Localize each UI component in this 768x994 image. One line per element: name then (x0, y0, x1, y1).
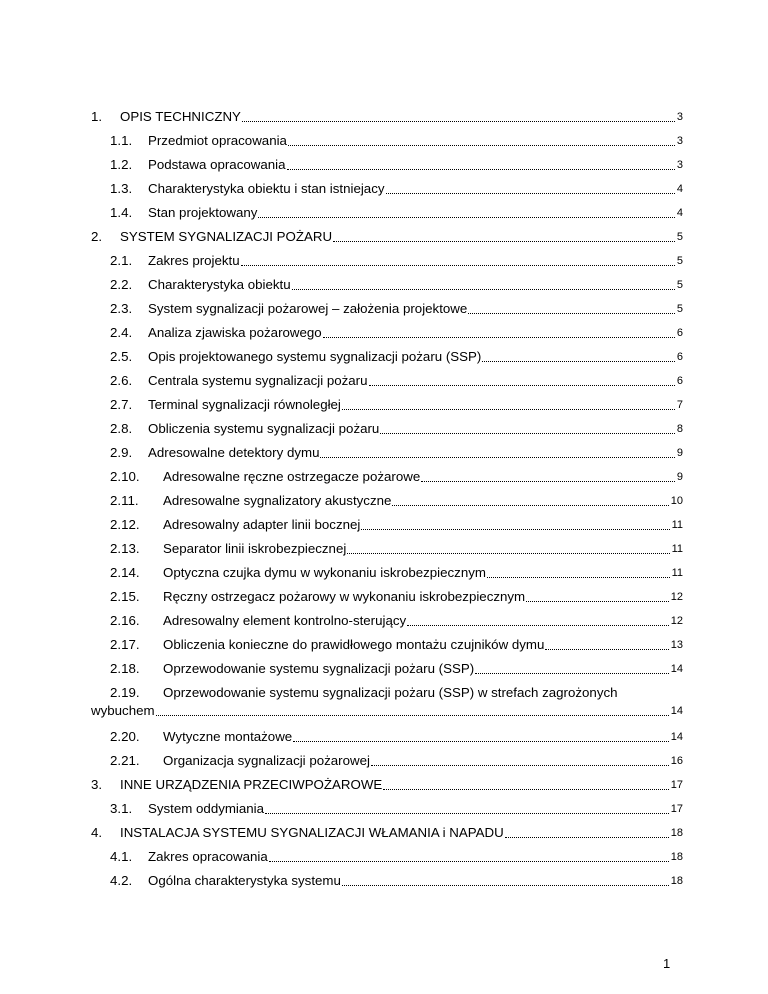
toc-leader-dots (323, 324, 675, 342)
toc-entry-page: 6 (676, 327, 683, 339)
toc-entry-page: 17 (670, 779, 683, 791)
toc-leader-dots (383, 776, 668, 794)
toc-entry-title: Zakres opracowania (148, 849, 268, 864)
toc-leader-dots (392, 492, 668, 510)
toc-entry-title: Separator linii iskrobezpiecznej (163, 541, 347, 556)
toc-entry-title: Organizacja sygnalizacji pożarowej (163, 753, 370, 768)
toc-entry[interactable] (0, 588, 768, 610)
toc-entry[interactable] (0, 468, 768, 490)
toc-entry-title: Wytyczne montażowe (163, 729, 293, 744)
toc-entry-title: Centrala systemu sygnalizacji pożaru (148, 373, 368, 388)
toc-leader-dots (468, 300, 675, 318)
toc-leader-dots (371, 752, 669, 770)
toc-entry-number: 2.17. (110, 637, 140, 652)
toc-entry[interactable] (0, 636, 768, 658)
toc-leader-dots (347, 540, 669, 558)
toc-entry[interactable] (0, 396, 768, 418)
toc-entry[interactable] (0, 612, 768, 634)
toc-entry-title: Przedmiot opracowania (148, 133, 287, 148)
toc-entry[interactable] (0, 752, 768, 774)
toc-entry-number: 2.18. (110, 661, 140, 676)
toc-leader-dots (487, 564, 670, 582)
toc-entry-page: 5 (676, 255, 683, 267)
toc-leader-dots (342, 396, 675, 414)
toc-leader-dots (242, 108, 675, 126)
toc-entry[interactable] (0, 372, 768, 394)
toc-entry[interactable] (0, 492, 768, 514)
toc-entry-title: Zakres projektu (148, 253, 240, 268)
toc-entry[interactable] (0, 564, 768, 586)
toc-entry-page: 6 (676, 375, 683, 387)
toc-leader-dots (288, 132, 675, 150)
toc-entry-title: Podstawa opracowania (148, 157, 286, 172)
toc-leader-dots (287, 156, 675, 174)
toc-entry-number: 4.1. (110, 849, 133, 864)
toc-entry-page: 18 (670, 851, 683, 863)
toc-entry-number: 2.5. (110, 349, 133, 364)
toc-entry-number: 1.3. (110, 181, 133, 196)
toc-entry-title: SYSTEM SYGNALIZACJI POŻARU (120, 229, 333, 244)
toc-entry[interactable] (0, 300, 768, 322)
toc-leader-dots (293, 728, 669, 746)
toc-leader-dots (241, 252, 675, 270)
toc-entry-title: Oprzewodowanie systemu sygnalizacji pożaru (SSP) w strefach zagrożonych (163, 685, 618, 700)
toc-entry-number: 2.3. (110, 301, 133, 316)
toc-entry-number: 2.20. (110, 729, 140, 744)
toc-leader-dots (156, 702, 669, 720)
toc-entry-title: Adresowalne ręczne ostrzegacze pożarowe (163, 469, 421, 484)
toc-entry-title: Terminal sygnalizacji równoległej (148, 397, 341, 412)
toc-entry[interactable] (0, 252, 768, 274)
toc-entry-title: Stan projektowany (148, 205, 258, 220)
toc-entry-title: Obliczenia konieczne do prawidłowego montażu czujników dymu (163, 637, 545, 652)
toc-entry-title: Ręczny ostrzegacz pożarowy w wykonaniu iskrobezpiecznym (163, 589, 526, 604)
toc-leader-dots (526, 588, 669, 606)
toc-entry-page: 17 (670, 803, 683, 815)
toc-entry-number: 1. (91, 109, 103, 124)
toc-entry-number: 2.16. (110, 613, 140, 628)
toc-entry-page: 7 (676, 399, 683, 411)
toc-entry-number: 2.12. (110, 517, 140, 532)
toc-entry-number: 2. (91, 229, 103, 244)
toc-entry-title: OPIS TECHNICZNY (120, 109, 241, 124)
toc-entry-number: 2.8. (110, 421, 133, 436)
toc-entry[interactable] (0, 800, 768, 822)
toc-entry-title: Adresowalny element kontrolno-sterujący (163, 613, 407, 628)
toc-entry-title: Adresowalne sygnalizatory akustyczne (163, 493, 392, 508)
toc-entry-title: System oddymiania (148, 801, 265, 816)
toc-entry-number: 3. (91, 777, 103, 792)
toc-entry-page: 5 (676, 231, 683, 243)
toc-entry-page: 12 (670, 591, 683, 603)
toc-entry[interactable] (0, 728, 768, 750)
toc-entry-page: 3 (676, 159, 683, 171)
toc-entry-page: 18 (670, 875, 683, 887)
toc-entry-title-continuation: wybuchem (91, 703, 155, 718)
toc-entry-number: 2.9. (110, 445, 133, 460)
toc-entry[interactable] (0, 516, 768, 538)
toc-entry-number: 2.2. (110, 277, 133, 292)
toc-entry-page: 11 (671, 543, 683, 555)
toc-leader-dots (482, 348, 675, 366)
toc-entry-number: 4.2. (110, 873, 133, 888)
toc-entry-title: INSTALACJA SYSTEMU SYGNALIZACJI WŁAMANIA i NAPADU (120, 825, 504, 840)
toc-entry[interactable] (0, 228, 768, 250)
toc-entry-page: 9 (676, 471, 683, 483)
toc-leader-dots (505, 824, 669, 842)
toc-entry-page: 5 (676, 303, 683, 315)
toc-entry-page: 14 (670, 731, 683, 743)
toc-entry-number: 2.11. (110, 493, 139, 508)
toc-leader-dots (342, 872, 669, 890)
toc-leader-dots (258, 204, 674, 222)
toc-entry-title: Ogólna charakterystyka systemu (148, 873, 341, 888)
toc-entry-page: 18 (670, 827, 683, 839)
toc-entry[interactable] (0, 108, 768, 130)
toc-entry-title: Adresowalne detektory dymu (148, 445, 320, 460)
toc-leader-dots (380, 420, 675, 438)
toc-entry-page: 8 (676, 423, 683, 435)
toc-entry[interactable] (0, 660, 768, 682)
toc-entry-number: 2.4. (110, 325, 133, 340)
toc-leader-dots (333, 228, 675, 246)
toc-entry[interactable] (0, 848, 768, 870)
toc-entry-number: 1.2. (110, 157, 133, 172)
toc-entry[interactable] (0, 540, 768, 562)
toc-entry-number: 3.1. (110, 801, 133, 816)
toc-entry-number: 2.21. (110, 753, 140, 768)
toc-entry-title: Obliczenia systemu sygnalizacji pożaru (148, 421, 380, 436)
toc-entry-title: Charakterystyka obiektu i stan istniejacy (148, 181, 385, 196)
toc-leader-dots (320, 444, 674, 462)
toc-entry[interactable] (0, 776, 768, 798)
toc-entry-number: 1.4. (110, 205, 133, 220)
toc-entry-page: 9 (676, 447, 683, 459)
toc-leader-dots (269, 848, 669, 866)
toc-entry-number: 2.19. (110, 685, 140, 700)
toc-leader-dots (545, 636, 668, 654)
toc-entry[interactable] (0, 204, 768, 226)
toc-entry-wrapped-continuation[interactable] (0, 702, 768, 724)
toc-entry[interactable] (0, 444, 768, 466)
toc-entry-page: 3 (676, 135, 683, 147)
toc-entry[interactable] (0, 872, 768, 894)
toc-entry-page: 14 (670, 705, 683, 717)
toc-entry-title: Opis projektowanego systemu sygnalizacji pożaru (SSP) (148, 349, 482, 364)
toc-entry-number: 2.7. (110, 397, 133, 412)
toc-entry[interactable] (0, 824, 768, 846)
toc-entry-page: 4 (676, 207, 683, 219)
toc-leader-dots (265, 800, 669, 818)
toc-leader-dots (292, 276, 675, 294)
toc-entry-number: 4. (91, 825, 103, 840)
toc-entry[interactable] (0, 324, 768, 346)
toc-entry-page: 11 (671, 519, 683, 531)
toc-entry-title: Analiza zjawiska pożarowego (148, 325, 322, 340)
toc-entry-page: 3 (676, 111, 683, 123)
toc-entry-title: System sygnalizacji pożarowej – założenia projektowe (148, 301, 468, 316)
toc-entry-title: Oprzewodowanie systemu sygnalizacji pożaru (SSP) (163, 661, 475, 676)
toc-entry-title: INNE URZĄDZENIA PRZECIWPOŻAROWE (120, 777, 383, 792)
toc-entry[interactable] (0, 276, 768, 298)
toc-entry-number: 2.1. (110, 253, 133, 268)
toc-entry-title: Adresowalny adapter linii bocznej (163, 517, 361, 532)
toc-entry-page: 4 (676, 183, 683, 195)
page-number: 1 (663, 956, 671, 971)
toc-entry-number: 2.6. (110, 373, 133, 388)
toc-entry[interactable] (0, 132, 768, 154)
toc-entry-title: Charakterystyka obiektu (148, 277, 291, 292)
toc-entry-page: 10 (670, 495, 683, 507)
toc-entry[interactable] (0, 156, 768, 178)
toc-leader-dots (361, 516, 669, 534)
toc-entry-number: 1.1. (110, 133, 133, 148)
toc-entry-page: 14 (670, 663, 683, 675)
toc-entry-page: 16 (670, 755, 683, 767)
toc-entry-page: 11 (671, 567, 683, 579)
toc-leader-dots (421, 468, 675, 486)
toc-leader-dots (386, 180, 675, 198)
toc-entry-number: 2.14. (110, 565, 140, 580)
toc-entry-page: 13 (670, 639, 683, 651)
toc-leader-dots (369, 372, 675, 390)
toc-entry-number: 2.15. (110, 589, 140, 604)
toc-entry-page: 5 (676, 279, 683, 291)
toc-entry-number: 2.10. (110, 469, 140, 484)
toc-entry[interactable] (0, 180, 768, 202)
toc-entry[interactable] (0, 420, 768, 442)
toc-entry-page: 6 (676, 351, 683, 363)
toc-leader-dots (407, 612, 669, 630)
toc-entry-number: 2.13. (110, 541, 140, 556)
toc-entry-page: 12 (670, 615, 683, 627)
toc-entry-title: Optyczna czujka dymu w wykonaniu iskrobezpiecznym (163, 565, 486, 580)
toc-entry[interactable] (0, 348, 768, 370)
toc-leader-dots (475, 660, 669, 678)
